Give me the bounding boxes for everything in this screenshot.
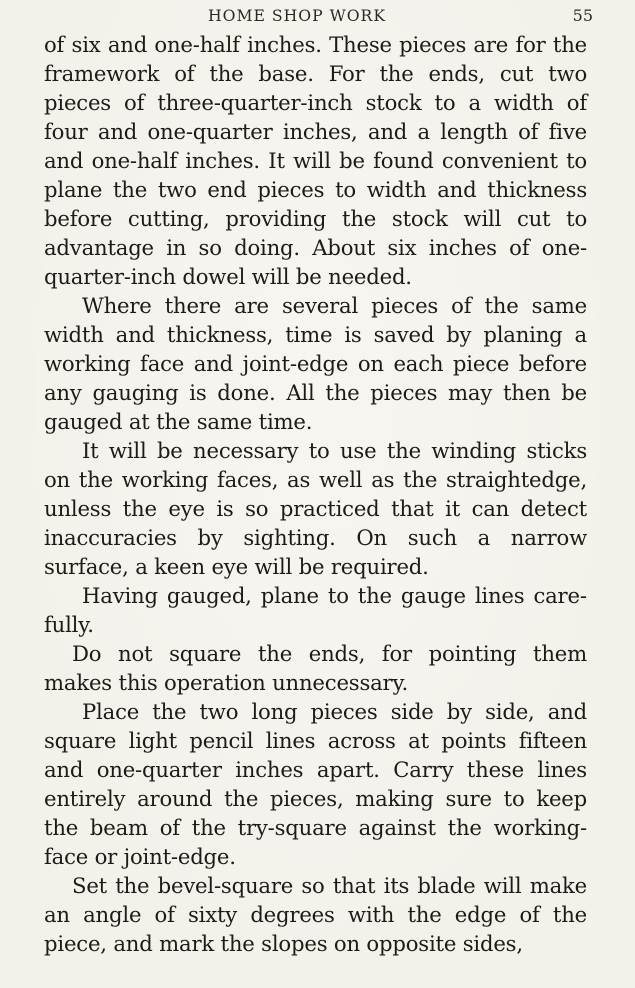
paragraph: Place the two long pieces side by side, and square light pencil lines across at points fifteen and one-quarter inches apart. Carry these lines entirely around the pieces, making sure to keep the beam of the try-square against the working-face or joint-edge.: [44, 699, 587, 869]
running-head: [44, 6, 593, 28]
page-number: 55: [572, 6, 593, 25]
paragraph: Do not square the ends, for pointing them makes this operation unnecessary.: [44, 641, 587, 695]
paragraph: Where there are several pieces of the same width and thickness, time is saved by planing a working face and joint-edge on each piece before any gauging is done. All the pieces may then be gauged at the same time.: [44, 293, 587, 434]
running-title: HOME SHOP WORK: [208, 6, 387, 25]
paragraph: Having gauged, plane to the gauge lines carefully.: [44, 583, 587, 637]
body-text: [44, 30, 587, 958]
paragraph: of six and one-half inches. These pieces are for the framework of the base. For the ends, cut two pieces of three-quarter-inch stock to a width of four and one-quarter inches, and a length of five and one-half inches. It will be found convenient to plane the two end pieces to width and thickness before cutting, providing the stock will cut to advantage in so doing. About six inches of one-quarter-inch dowel will be needed.: [44, 32, 587, 289]
paragraph: It will be necessary to use the winding sticks on the working faces, as well as the straightedge, unless the eye is so practiced that it can detect inaccuracies by sighting. On such a narrow surface, a keen eye will be required.: [44, 438, 587, 579]
paragraph: Set the bevel-square so that its blade will make an angle of sixty degrees with the edge of the piece, and mark the slopes on opposite sides,: [44, 873, 587, 956]
